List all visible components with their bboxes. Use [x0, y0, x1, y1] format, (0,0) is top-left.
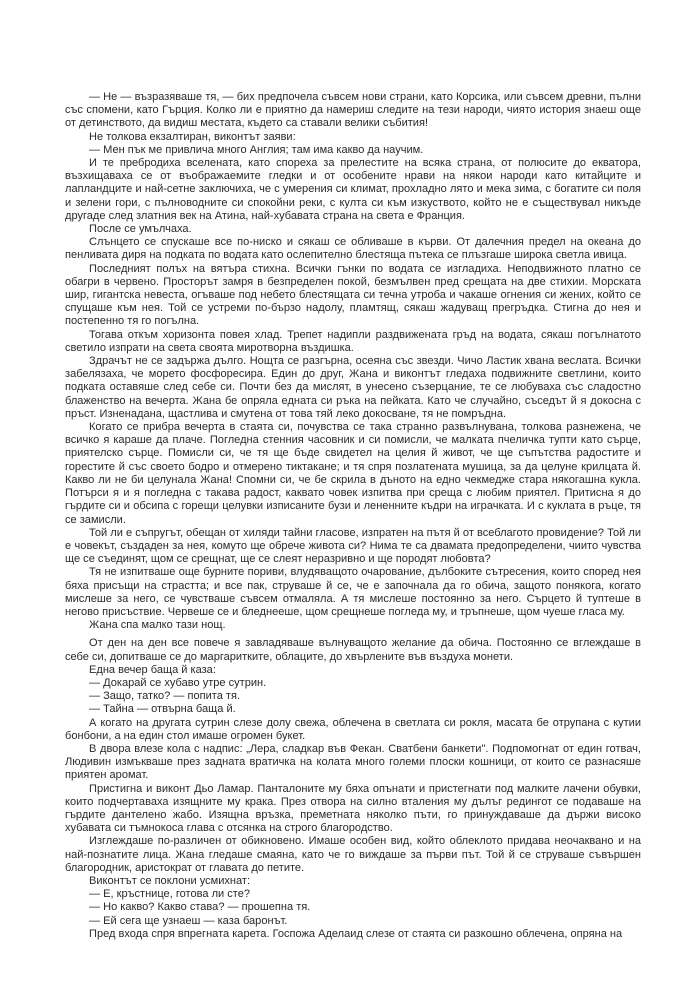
paragraph: — Мен пък ме привлича много Англия; там има какво да научим. — [89, 143, 424, 156]
paragraph: Пред входа спря впрегната карета. Госпожа Аделаид слезе от стаята си разкошно облечена, опряна на — [89, 927, 623, 940]
paragraph: Когато се прибра вечерта в стаята си, почувства се така странно развълнувана, толкова разнежена, че всичко я караше да плаче. Погледна стенния часовник и си помисли, че малката пчеличка тупти като сърце, приятелско сърце. Помисли си, че тя ще бъде свидетел на целия й живот, че ще съпътства радостите и горестите й със своето бодро и отмерено тиктакане; и тя спря позлатената мушица, за да целуне крилцата й. Какво ли не би целунала Жана! Спомни си, че бе скрила в дъното на едно чекмедже стара някогашна кукла. Потърси я и я погледна с такава радост, каквато човек изпитва при среща с любим приятел. Притисна я до гърдите си и обсипа с горещи целувки изписаните бузи и лененните къдри на играчката. И с куклата в ръце, тя се замисли. — [65, 421, 641, 526]
paragraph: Последният полъх на вятъра стихна. Всички гънки по водата се изгладиха. Неподвижното платно се обагри в червено. Просторът замря в безпределен покой, безмълвен пред срещата на две стихии. Морската шир, гигантска невеста, огъваше под небето блестящата си течна утроба и чакаше огнения си жених, който се спущаше към нея. Той се устреми по-бързо надолу, пламтящ, сякаш жадуващ прегръдка. Стигна до нея и постепенно тя го погълна. — [65, 262, 641, 328]
paragraph: Пристигна и виконт Дьо Ламар. Панталоните му бяха опънати и пристегнати под малките лачени обувки, които подчертаваха изящните му крака. През отвора на силно вталения му дълъг редингот се подаваше на гърдите дантелено жабо. Изящна връзка, преметната няколко пъти, го принуждаваше да държи високо хубавата си тъмнокоса глава с отсянка на строго благородство. — [65, 782, 641, 835]
paragraph: Здрачът не се задържа дълго. Нощта се разгърна, осеяна със звезди. Чичо Ластик хвана веслата. Всички забелязаха, че морето фосфоресира. Един до друг, Жана и виконтът гледаха подвижните светлини, които подката оставяше след себе си. Почти без да мислят, в унесено съзерцание, те се любуваха със сладостно блаженство на вечерта. Жана бе опряла едната си ръка на пейката. Като че случайно, съседът й я докосна с пръст. Изненадана, щастлива и смутена от това тяй леко докосване, тя не помръдна. — [65, 355, 641, 420]
paragraph: Тя не изпитваше още бурните пориви, влудяващото очарование, дълбоките сътресения, които според нея бяха присъщи на страстта; и все пак, струваше й се, че е започнала да го обича, защото понякога, когато мислеше за него, се чувстваше съвсем отмаляла. А тя мислеше постоянно за него. Сърцето й туптеше в негово присъствие. Червеше се и бледнееше, щом срещнеше погледа му, и тръпнеше, щом чуеше гласа му. — [65, 566, 641, 618]
paragraph: В двора влезе кола с надпис: „Лера, сладкар във Фекан. Сватбени банкети". Подпомогнат от един готвач, Людивин измъкваше през задната вратичка на колата много големи плоски кошници, от които се разнасяше приятен аромат. — [65, 742, 641, 782]
paragraph: Една вечер баща й каза: — [89, 663, 216, 676]
paragraph: Слънцето се спускаше все по-ниско и сякаш се обливаше в кърви. От далечния предел на океана до пенливата диря на подката по водата като ослепително блестяща пътека се плъзгаше широка светла ивица. — [65, 236, 641, 262]
paragraph: — Но какво? Какво става? — прошепна тя. — [89, 901, 311, 914]
paragraph: — Ей сега ще узнаеш — каза баронът. — [89, 914, 288, 927]
paragraph: — Е, кръстнице, готова ли сте? — [89, 888, 250, 901]
paragraph: Виконтът се поклони усмихнат: — [89, 874, 251, 887]
paragraph: А когато на другата сутрин слезе долу свежа, облечена в светлата си рокля, масата бе отрупана с кутии бонбони, а на един стол имаше огромен букет. — [65, 716, 641, 742]
paragraph: — Тайна — отвърна баща й. — [89, 703, 236, 716]
document-page — [65, 91, 641, 941]
paragraph: Изглеждаше по-различен от обикновено. Имаше особен вид, който облеклото придава неочаквано и на най-познатите лица. Жана гледаше смаяна, като че го виждаше за първи път. Той й се струваше съвършен благородник, аристократ от главата до петите. — [65, 835, 641, 874]
paragraph: И те пребродиха вселената, като спореха за прелестите на всяка страна, от полюсите до екватора, възхищаваха се от въображаемите гледки и от особените нрави на някои народи като китайците и лапландците и най-сетне заключиха, че с умерения си климат, прохладно лято и мека зима, с богатите си поля и зелени гори, с пълноводните си спокойни реки, с култа си към изкуството, който не е съществувал никъде другаде след златния век на Атина, най-хубавата страна на света е Франция. — [65, 157, 641, 222]
paragraph: Не толкова екзалтиран, виконтът заяви: — [89, 130, 296, 143]
paragraph: Той ли е съпругът, обещан от хиляди тайни гласове, изпратен на пътя й от всеблагото провидение? Той ли е човекът, създаден за нея, комуто ще обрече живота си? Нима те са двамата предопределени, чиито чувства ще се съединят, щом се срещнат, ще се слеят неразривно и ще породят любовта? — [65, 526, 641, 566]
paragraph: После се умълчаха. — [89, 223, 192, 236]
paragraph: От ден на ден все повече я завладяваше вълнуващото желание да обича. Постоянно се вглеждаше в себе си, допитваше се до маргаритките, облаците, до хвърлените във въздуха монети. — [65, 637, 641, 663]
paragraph: — Не — възразяваше тя, — бих предпочела съвсем нови страни, като Корсика, или съвсем древни, пълни със спомени, като Гърция. Колко ли е приятно да намериш следите на тези народи, чиято история знаеш още от детинството, да видиш местата, където са ставали велики събития! — [65, 91, 641, 130]
paragraph: Тогава откъм хоризонта повея хлад. Трепет надипли раздвижената гръд на водата, сякаш погълнатото светило изпрати на света своята миротворна въздишка. — [65, 328, 641, 354]
paragraph: — Докарай се хубаво утре сутрин. — [89, 676, 267, 689]
paragraph: Жана спа малко тази нощ. — [89, 619, 226, 632]
paragraph: — Защо, татко? — попита тя. — [89, 690, 241, 703]
